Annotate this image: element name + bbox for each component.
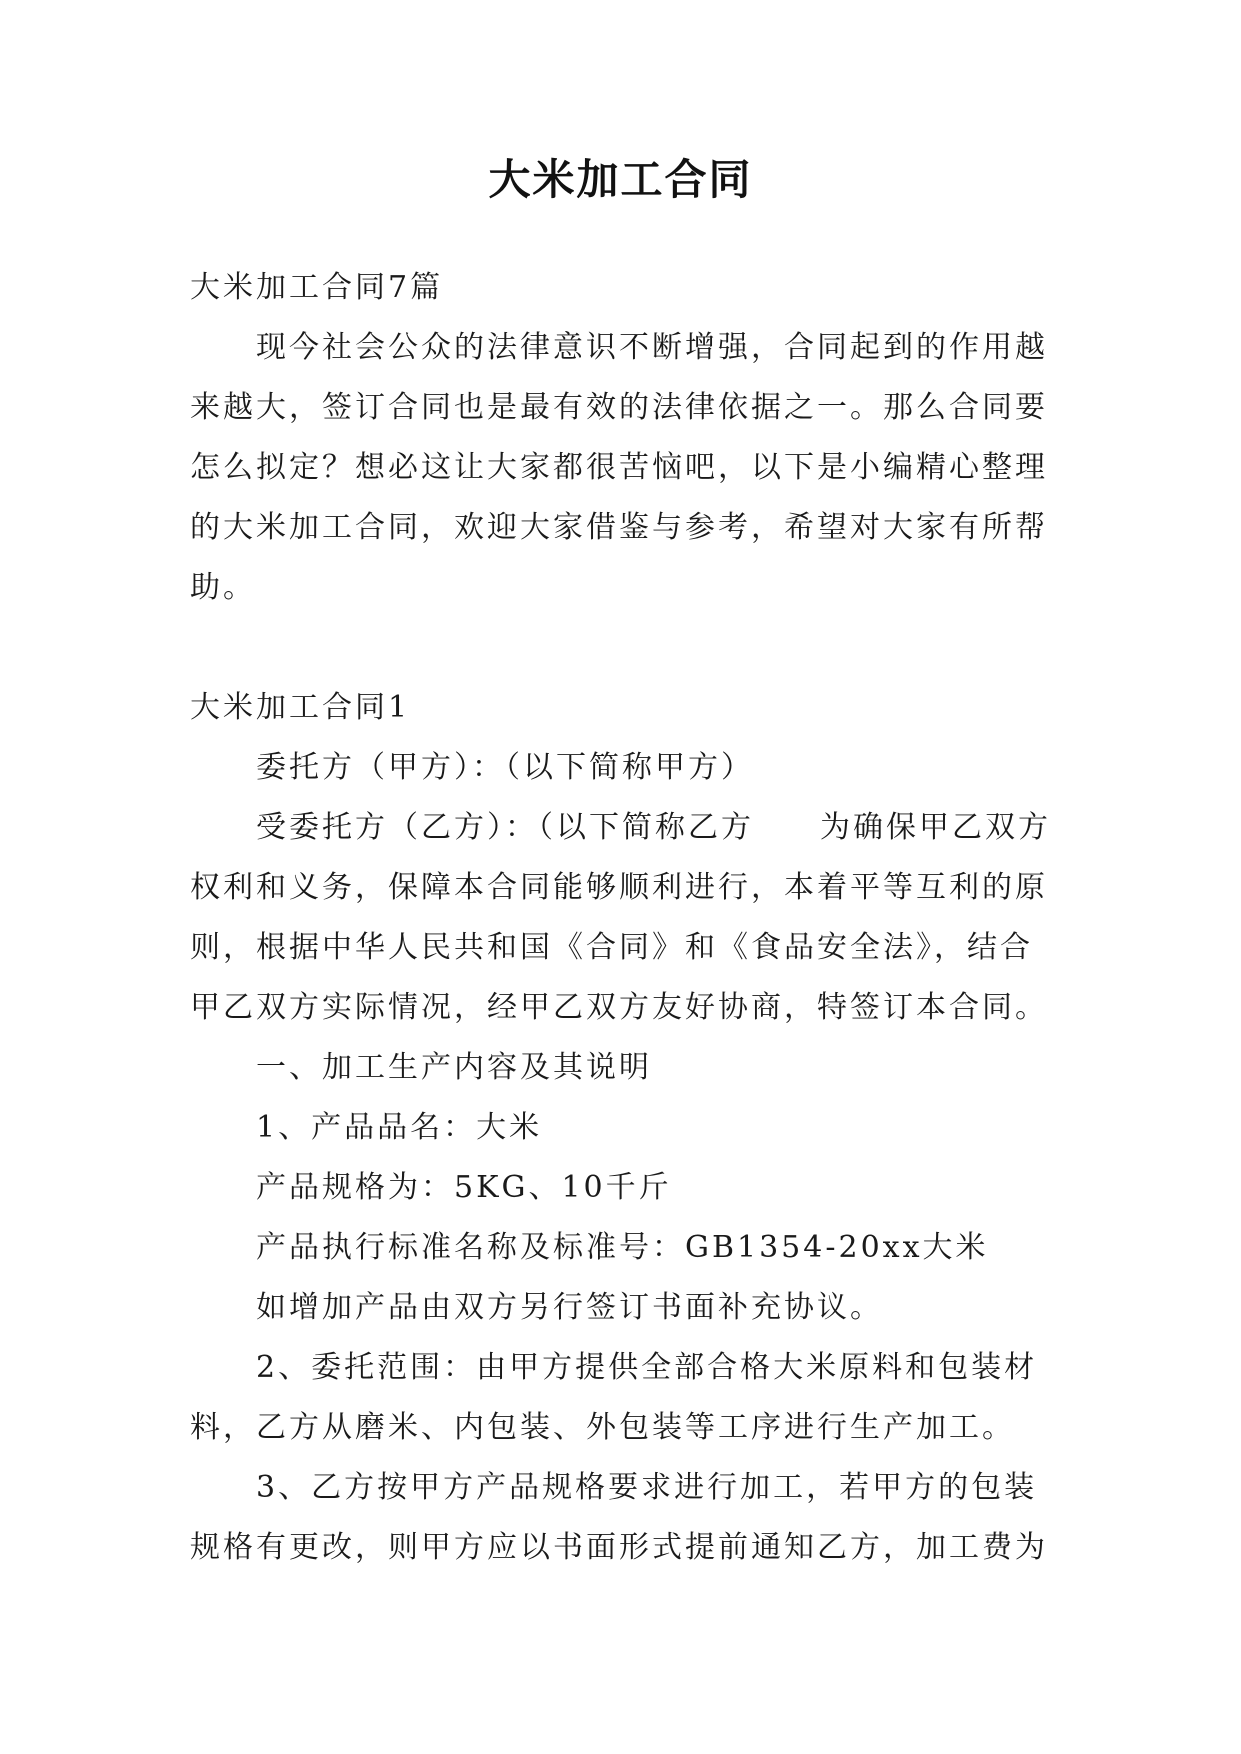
- intro-paragraph: 现今社会公众的法律意识不断增强，合同起到的作用越来越大，签订合同也是最有效的法律依据之一。那么合同要怎么拟定？想必这让大家都很苦恼吧，以下是小编精心整理的大米加工合同，欢迎大家借鉴与参考，希望对大家有所帮助。: [190, 330, 1048, 605]
- product-spec-line: 产品规格为：5KG、10千斤: [256, 1170, 672, 1205]
- section-spacer: [190, 618, 1052, 678]
- supplement-agreement-line: 如增加产品由双方另行签订书面补充协议。: [256, 1290, 883, 1325]
- entrust-scope-paragraph: 2、委托范围：由甲方提供全部合格大米原料和包装材料，乙方从磨米、内包装、外包装等工序进行生产加工。: [190, 1350, 1038, 1445]
- party-b-paragraph: 受委托方（乙方）：（以下简称乙方 为确保甲乙双方权利和义务，保障本合同能够顺利进行，本着平等互利的原则，根据中华人民共和国《合同》和《食品安全法》，结合甲乙双方实际情况，经甲乙双方友好协商，特签订本合同。: [190, 810, 1051, 1025]
- section-heading-processing: 一、加工生产内容及其说明: [256, 1050, 652, 1085]
- processing-spec-paragraph: 3、乙方按甲方产品规格要求进行加工，若甲方的包装规格有更改，则甲方应以书面形式提前通知乙方，加工费为: [190, 1470, 1048, 1565]
- product-standard-line: 产品执行标准名称及标准号：GB1354-20xx大米: [256, 1230, 989, 1265]
- contract-heading: 大米加工合同1: [190, 690, 411, 725]
- document-body: [190, 258, 1052, 1578]
- collection-heading: 大米加工合同7篇: [190, 270, 444, 305]
- product-name-line: 1、产品品名：大米: [256, 1110, 543, 1145]
- party-a-line: 委托方（甲方）：（以下简称甲方）: [256, 750, 754, 785]
- page-title: 大米加工合同: [488, 155, 753, 204]
